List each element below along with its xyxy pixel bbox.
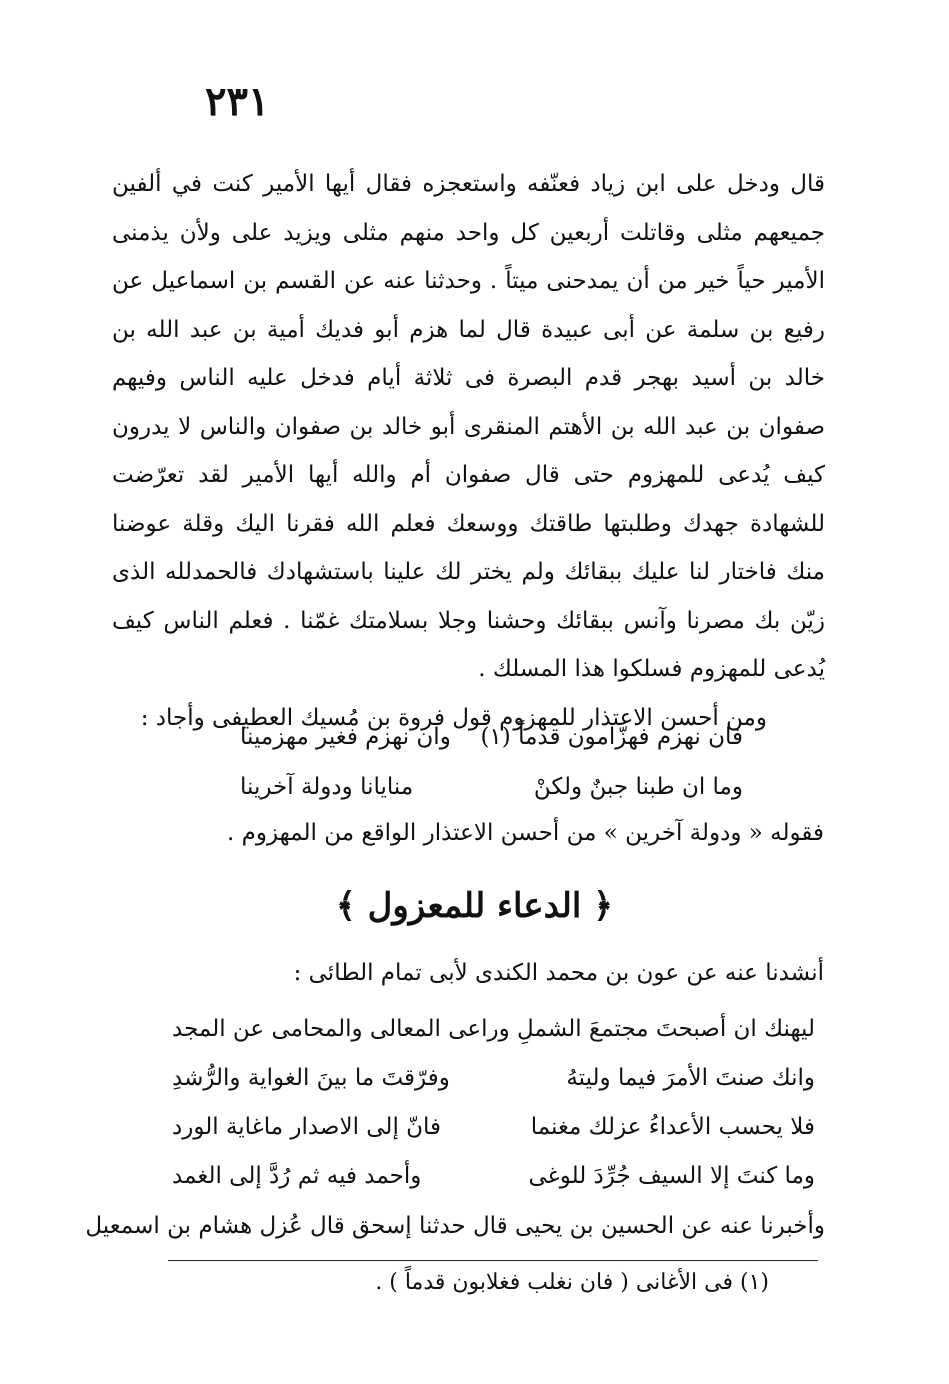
first-hemistich: وانك صنتَ الأمرَ فيما وليتهُ [566,1065,815,1091]
verse-line [112,762,825,812]
poem-intro: أنشدنا عنه عن عون بن محمد الكندى لأبى تمام الطائى : [293,960,824,986]
footnote-divider [168,1260,818,1261]
poem-1 [112,712,825,812]
second-hemistich: وأحمد فيه ثم رُدَّ إلى الغمد [172,1163,422,1189]
footnote: (١) فى الأغانى ( فان نغلب فغلابون قدماً ) . [375,1270,769,1295]
paragraph-1: قال ودخل على ابن زياد فعنّفه واستعجزه فقال أيها الأمير كنت في ألفين جميعهم مثلى وقاتلت أربعين كل واحد منهم مثلى ويزيد على ولأن يذمنى الأمير حياً خير من أن يمدحنى ميتاً . وحدثنا عنه عن القسم بن اسماعيل عن رفيع بن سلمة عن أبى عبيدة قال لما هزم أبو فديك أمية بن عبد الله بن خالد بن أسيد بهجر قدم البصرة فى ثلاثة أيام فدخل عليه الناس وفيهم صفوان بن عبد الله بن الأهتم المنقرى أبو خالد بن صفوان والناس لا يدرون كيف يُدعى للمهزوم حتى قال صفوان أم والله أيها الأمير لقد تعرّضت للشهادة جهدك وطلبتها طاقتك ووسعك فعلم الله فقرنا اليك وقلة عوضنا منك فاختار لنا عليك ببقائك ولم يختر لك علينا باستشهادك فالحمدلله الذى زيّن بك مصرنا وآنس ببقائك وحشنا وجلا بسلامتك غمّنا . فعلم الناس كيف يُدعى للمهزوم فسلكوا هذا المسلك . [112,171,825,682]
first-hemistich: وما ان طبنا جبنٌ ولكنْ [533,774,743,800]
section-title: ﴿ الدعاء للمعزول ﴾ [335,886,614,926]
first-hemistich: وما كنتَ إلا السيف جُرِّدَ للوغى [528,1163,815,1189]
verse-line [112,1152,825,1201]
verse-line [112,1054,825,1103]
closing-line: وأخبرنا عنه عن الحسين بن يحيى قال حدثنا إسحق قال عُزل هشام بن اسمعيل [85,1213,825,1239]
main-text [112,160,825,742]
paragraph-2: ومن أحسن الاعتذار للمهزوم قول فروة بن مُسيك العطيفى وأجاد : [140,704,767,731]
second-hemistich: وفرّقتَ ما بينَ الغواية والرُّشدِ [172,1065,450,1091]
commentary-line: فقوله « ودولة آخرين » من أحسن الاعتذار الواقع من المهزوم . [226,820,824,846]
verse-line [112,1005,825,1054]
verse-line [112,1103,825,1152]
second-hemistich: وان نهزم فغير مهزمينا [240,724,451,750]
second-hemistich: وراعى المعالى والمحامى عن المجد [172,1016,510,1042]
second-hemistich: منايانا ودولة آخرينا [240,774,414,800]
first-hemistich: فلا يحسب الأعداءُ عزلك مغنما [530,1114,815,1140]
first-hemistich: ليهنك ان أصبحتَ مجتمعَ الشملِ [517,1016,815,1042]
page-number: ٢٣١ [205,78,270,125]
first-hemistich: فان نهزم فهزّامون قدماً (١) [480,724,743,750]
verse-line [112,712,825,762]
poem-2 [112,1005,825,1201]
second-hemistich: فانّ إلى الاصدار ماغاية الورد [172,1114,442,1140]
